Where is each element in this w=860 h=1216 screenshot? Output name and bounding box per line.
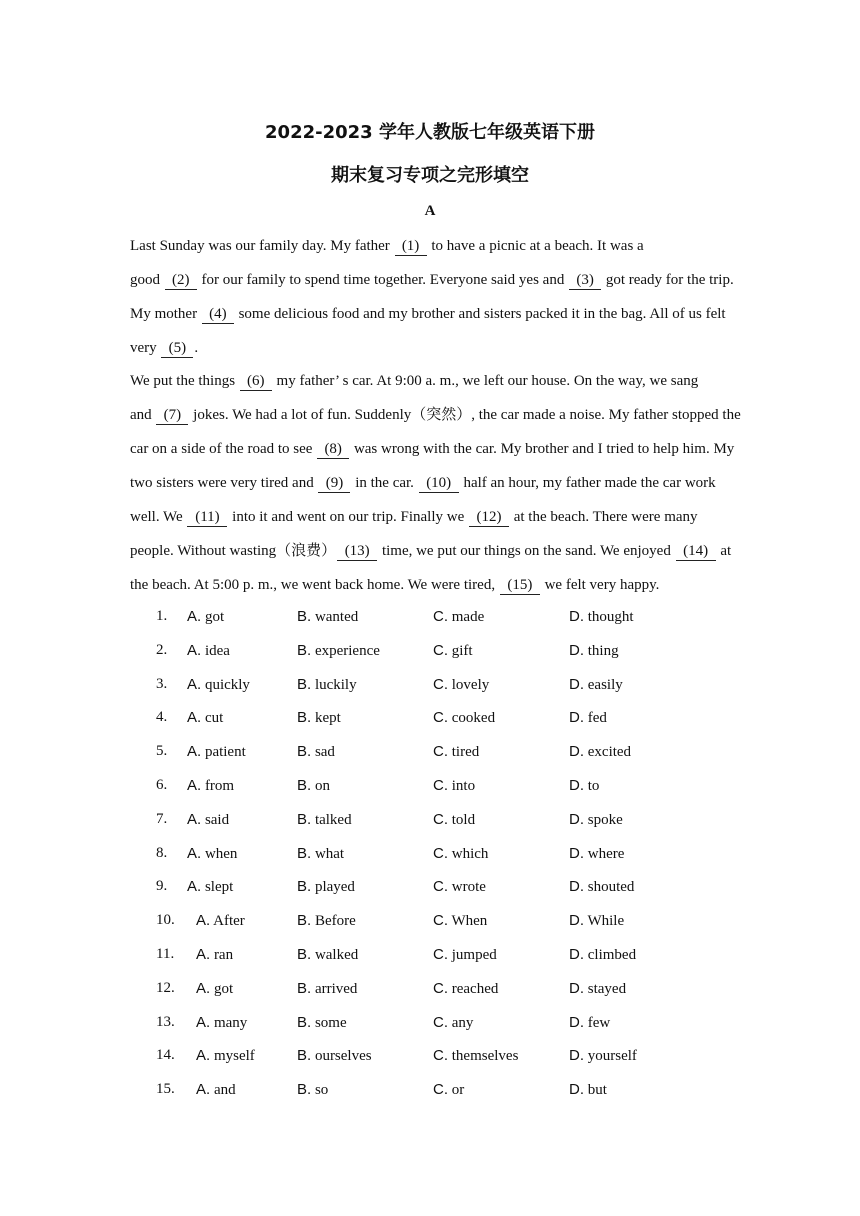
option-letter: C. bbox=[433, 946, 448, 963]
option-text: myself bbox=[210, 1048, 255, 1065]
question-row bbox=[0, 980, 860, 1002]
option-letter: A. bbox=[196, 946, 211, 963]
option-text: cooked bbox=[448, 710, 496, 727]
option-letter: A. bbox=[196, 1081, 211, 1099]
question-number: 11. bbox=[156, 946, 175, 962]
option-text: few bbox=[584, 1014, 611, 1031]
option-d bbox=[569, 1047, 637, 1065]
option-letter: A. bbox=[187, 810, 202, 828]
option-c bbox=[433, 1047, 518, 1065]
option-letter: B. bbox=[297, 608, 312, 625]
passage-text: some delicious food and my brother and sisters packed it in the bag. All of us felt bbox=[234, 306, 726, 322]
option-letter: B. bbox=[297, 912, 312, 930]
option-letter: C. bbox=[433, 1081, 448, 1099]
option-text: thought bbox=[584, 609, 634, 625]
option-b bbox=[297, 642, 380, 660]
option-a bbox=[196, 946, 233, 964]
option-letter: B. bbox=[297, 979, 312, 997]
option-c bbox=[433, 777, 475, 795]
answer-blank: (10) bbox=[419, 475, 459, 493]
option-b bbox=[297, 1081, 328, 1099]
passage-line bbox=[130, 338, 198, 358]
option-text: made bbox=[448, 609, 485, 625]
passage-text: My mother bbox=[130, 306, 201, 322]
answer-blank: (15) bbox=[500, 577, 540, 595]
option-letter: C. bbox=[433, 608, 448, 625]
option-letter: D. bbox=[569, 946, 584, 963]
answer-blank: (3) bbox=[569, 272, 601, 290]
passage-line bbox=[130, 439, 734, 459]
option-text: said bbox=[201, 811, 230, 828]
answer-blank: (1) bbox=[395, 238, 427, 256]
passage-text: car on a side of the road to see bbox=[130, 441, 317, 457]
option-c bbox=[433, 642, 473, 660]
passage-text: good bbox=[130, 272, 164, 288]
passage-line bbox=[130, 304, 726, 324]
option-a bbox=[187, 608, 224, 626]
option-letter: D. bbox=[569, 608, 584, 625]
option-b bbox=[297, 709, 341, 727]
question-number: 9. bbox=[156, 878, 168, 895]
option-text: told bbox=[448, 811, 476, 828]
question-number: 3. bbox=[156, 675, 168, 692]
option-text: luckily bbox=[311, 676, 357, 693]
passage-text: we felt very happy. bbox=[540, 577, 660, 593]
option-b bbox=[297, 1047, 372, 1065]
passage-text: to have a picnic at a beach. It was a bbox=[427, 238, 644, 254]
option-letter: B. bbox=[297, 1081, 312, 1099]
option-text: idea bbox=[201, 642, 230, 659]
option-c bbox=[433, 1081, 464, 1099]
passage-text: into it and went on our trip. Finally we bbox=[228, 509, 468, 525]
passage-text: people. Without wasting（浪费） bbox=[130, 543, 337, 559]
passage-text: . bbox=[194, 340, 199, 356]
option-letter: B. bbox=[297, 1047, 312, 1065]
option-letter: C. bbox=[433, 675, 448, 693]
passage-line bbox=[130, 507, 698, 527]
option-text: yourself bbox=[584, 1048, 637, 1065]
option-text: where bbox=[584, 845, 625, 862]
passage-text: at the beach. There were many bbox=[509, 509, 698, 525]
option-letter: D. bbox=[569, 979, 584, 997]
question-number: 7. bbox=[156, 810, 168, 827]
question-row bbox=[0, 676, 860, 698]
option-letter: C. bbox=[433, 709, 448, 727]
option-c bbox=[433, 878, 486, 896]
passage-text: well. We bbox=[130, 509, 187, 525]
passage-text: two sisters were very tired and bbox=[130, 475, 318, 491]
option-text: gift bbox=[448, 642, 473, 659]
option-d bbox=[569, 676, 623, 694]
option-d bbox=[569, 642, 619, 660]
question-row bbox=[0, 845, 860, 867]
option-d bbox=[569, 1014, 610, 1032]
option-letter: D. bbox=[569, 743, 584, 761]
answer-blank: (11) bbox=[187, 509, 227, 527]
option-letter: B. bbox=[297, 810, 312, 828]
option-b bbox=[297, 811, 352, 829]
option-letter: B. bbox=[297, 878, 312, 896]
passage-text: my father’ s car. At 9:00 a. m., we left our house. On the way, we sang bbox=[272, 373, 699, 389]
option-d bbox=[569, 1081, 607, 1099]
option-text: thing bbox=[584, 642, 619, 659]
option-text: walked bbox=[311, 947, 359, 963]
option-b bbox=[297, 676, 357, 694]
section-label: A bbox=[424, 203, 436, 219]
option-letter: B. bbox=[297, 709, 312, 727]
option-c bbox=[433, 608, 484, 626]
option-letter: C. bbox=[433, 878, 448, 896]
option-a bbox=[196, 1014, 247, 1032]
option-letter: C. bbox=[433, 979, 448, 997]
question-row bbox=[0, 811, 860, 833]
option-text: and bbox=[210, 1082, 236, 1099]
option-letter: A. bbox=[187, 608, 202, 625]
option-text: many bbox=[210, 1014, 248, 1031]
option-letter: B. bbox=[297, 641, 312, 659]
option-text: stayed bbox=[584, 980, 627, 997]
option-text: After bbox=[210, 913, 245, 930]
question-row bbox=[0, 642, 860, 664]
option-letter: A. bbox=[187, 641, 202, 659]
option-letter: A. bbox=[196, 1047, 211, 1065]
option-letter: A. bbox=[187, 844, 202, 862]
option-text: on bbox=[311, 778, 330, 794]
answer-blank: (5) bbox=[161, 340, 193, 358]
option-b bbox=[297, 878, 355, 896]
option-a bbox=[187, 709, 223, 727]
option-b bbox=[297, 743, 335, 761]
option-letter: D. bbox=[569, 675, 584, 693]
option-text: easily bbox=[584, 676, 623, 693]
question-number: 2. bbox=[156, 641, 168, 658]
option-letter: C. bbox=[433, 743, 448, 761]
option-text: to bbox=[584, 778, 600, 794]
option-a bbox=[187, 845, 237, 863]
option-text: but bbox=[584, 1082, 607, 1099]
option-letter: B. bbox=[297, 777, 312, 794]
answer-blank: (9) bbox=[318, 475, 350, 493]
option-text: or bbox=[448, 1082, 465, 1099]
option-text: experience bbox=[311, 642, 380, 659]
option-text: spoke bbox=[584, 811, 623, 828]
passage-text: and bbox=[130, 407, 156, 423]
option-text: tired bbox=[448, 744, 480, 761]
option-text: ourselves bbox=[311, 1048, 372, 1065]
option-text: When bbox=[448, 913, 488, 930]
passage-line bbox=[130, 473, 716, 493]
question-row bbox=[0, 946, 860, 968]
option-b bbox=[297, 608, 358, 626]
option-letter: C. bbox=[433, 777, 448, 794]
option-text: so bbox=[311, 1082, 329, 1099]
option-text: got bbox=[201, 609, 225, 625]
passage-text: Last Sunday was our family day. My father bbox=[130, 238, 394, 254]
option-text: shouted bbox=[584, 879, 635, 896]
option-text: cut bbox=[201, 710, 224, 727]
option-letter: D. bbox=[569, 912, 584, 930]
option-letter: A. bbox=[196, 979, 211, 997]
option-text: from bbox=[201, 778, 235, 794]
option-d bbox=[569, 743, 631, 761]
option-a bbox=[187, 878, 233, 896]
option-letter: D. bbox=[569, 878, 584, 896]
passage-text: the beach. At 5:00 p. m., we went back home. We were tired, bbox=[130, 577, 499, 593]
option-text: into bbox=[448, 778, 476, 794]
option-text: arrived bbox=[311, 980, 358, 997]
passage-text: for our family to spend time together. Everyone said yes and bbox=[197, 272, 569, 288]
option-d bbox=[569, 777, 599, 795]
option-c bbox=[433, 980, 498, 998]
passage-text: jokes. We had a lot of fun. Suddenly（突然）, the car made a noise. My father stopped the bbox=[189, 407, 741, 423]
option-text: While bbox=[584, 913, 625, 930]
passage-text: was wrong with the car. My brother and I tried to help him. My bbox=[350, 441, 735, 457]
option-letter: D. bbox=[569, 1013, 584, 1031]
option-text: themselves bbox=[448, 1048, 519, 1065]
option-text: kept bbox=[311, 710, 341, 727]
option-letter: C. bbox=[433, 912, 448, 930]
answer-blank: (6) bbox=[240, 373, 272, 391]
option-letter: D. bbox=[569, 810, 584, 828]
question-row bbox=[0, 1047, 860, 1069]
option-letter: B. bbox=[297, 743, 312, 761]
option-c bbox=[433, 946, 497, 964]
option-text: got bbox=[210, 980, 234, 997]
passage-line bbox=[130, 236, 644, 256]
option-letter: A. bbox=[187, 743, 202, 761]
question-number: 13. bbox=[156, 1013, 175, 1030]
passage-line bbox=[130, 575, 659, 595]
answer-blank: (4) bbox=[202, 306, 234, 324]
question-row bbox=[0, 1081, 860, 1103]
document-title: 2022-2023 学年人教版七年级英语下册 bbox=[265, 122, 595, 143]
option-text: wrote bbox=[448, 879, 486, 896]
option-text: slept bbox=[201, 879, 234, 896]
option-a bbox=[187, 811, 229, 829]
option-letter: A. bbox=[187, 878, 202, 896]
option-text: excited bbox=[584, 744, 632, 761]
option-letter: A. bbox=[187, 777, 202, 794]
option-letter: D. bbox=[569, 709, 584, 727]
document-subtitle: 期末复习专项之完形填空 bbox=[331, 165, 529, 186]
option-d bbox=[569, 946, 636, 964]
option-letter: A. bbox=[187, 709, 202, 727]
option-text: what bbox=[311, 845, 345, 862]
option-b bbox=[297, 980, 357, 998]
option-text: when bbox=[201, 845, 238, 862]
option-d bbox=[569, 811, 623, 829]
question-number: 14. bbox=[156, 1047, 175, 1064]
option-letter: D. bbox=[569, 1081, 584, 1099]
option-letter: B. bbox=[297, 946, 312, 963]
option-letter: B. bbox=[297, 675, 312, 693]
option-a bbox=[187, 642, 230, 660]
option-letter: C. bbox=[433, 810, 448, 828]
option-c bbox=[433, 676, 489, 694]
option-text: lovely bbox=[448, 676, 490, 693]
passage-text: time, we put our things on the sand. We enjoyed bbox=[378, 543, 675, 559]
question-row bbox=[0, 1014, 860, 1036]
option-letter: D. bbox=[569, 641, 584, 659]
question-row bbox=[0, 777, 860, 799]
question-number: 4. bbox=[156, 709, 168, 726]
option-c bbox=[433, 709, 495, 727]
question-row bbox=[0, 878, 860, 900]
passage-line bbox=[130, 270, 734, 290]
option-text: talked bbox=[311, 811, 352, 828]
option-d bbox=[569, 709, 607, 727]
option-a bbox=[196, 1047, 255, 1065]
option-text: patient bbox=[201, 744, 246, 761]
answer-blank: (8) bbox=[317, 441, 349, 459]
passage-text: in the car. bbox=[351, 475, 418, 491]
option-letter: C. bbox=[433, 641, 448, 659]
option-letter: D. bbox=[569, 1047, 584, 1065]
answer-blank: (14) bbox=[676, 543, 716, 561]
option-letter: C. bbox=[433, 844, 448, 862]
option-d bbox=[569, 980, 626, 998]
answer-blank: (2) bbox=[165, 272, 197, 290]
option-text: wanted bbox=[311, 609, 359, 625]
option-text: jumped bbox=[448, 947, 497, 963]
option-letter: D. bbox=[569, 844, 584, 862]
answer-blank: (13) bbox=[337, 543, 377, 561]
option-text: some bbox=[311, 1014, 347, 1031]
question-number: 12. bbox=[156, 979, 175, 996]
option-a bbox=[187, 777, 234, 795]
option-d bbox=[569, 608, 634, 626]
option-a bbox=[187, 743, 246, 761]
option-c bbox=[433, 811, 475, 829]
option-a bbox=[196, 1081, 236, 1099]
question-number: 10. bbox=[156, 912, 175, 929]
option-text: played bbox=[311, 879, 355, 896]
option-c bbox=[433, 912, 487, 930]
option-a bbox=[196, 912, 245, 930]
option-letter: B. bbox=[297, 1013, 312, 1031]
option-text: Before bbox=[311, 913, 356, 930]
passage-text: half an hour, my father made the car work bbox=[459, 475, 716, 491]
passage-line bbox=[130, 371, 698, 391]
option-text: fed bbox=[584, 710, 607, 727]
question-row bbox=[0, 608, 860, 630]
option-d bbox=[569, 845, 624, 863]
option-b bbox=[297, 777, 330, 795]
question-number: 8. bbox=[156, 844, 168, 861]
question-number: 5. bbox=[156, 743, 168, 760]
passage-text: got ready for the trip. bbox=[602, 272, 734, 288]
passage-line bbox=[130, 541, 731, 561]
passage-text: very bbox=[130, 340, 161, 356]
option-text: quickly bbox=[201, 676, 250, 693]
option-letter: C. bbox=[433, 1047, 448, 1065]
option-letter: A. bbox=[196, 912, 211, 930]
question-number: 1. bbox=[156, 608, 168, 624]
question-row bbox=[0, 743, 860, 765]
option-b bbox=[297, 946, 358, 964]
answer-blank: (12) bbox=[469, 509, 509, 527]
question-number: 15. bbox=[156, 1081, 175, 1098]
option-b bbox=[297, 912, 356, 930]
passage-line bbox=[130, 405, 741, 425]
option-letter: A. bbox=[187, 675, 202, 693]
question-row bbox=[0, 709, 860, 731]
option-c bbox=[433, 743, 479, 761]
option-b bbox=[297, 845, 344, 863]
option-text: which bbox=[448, 845, 489, 862]
option-text: any bbox=[448, 1014, 474, 1031]
option-letter: A. bbox=[196, 1013, 211, 1031]
option-a bbox=[187, 676, 250, 694]
option-a bbox=[196, 980, 233, 998]
question-row bbox=[0, 912, 860, 934]
option-letter: B. bbox=[297, 844, 312, 862]
option-c bbox=[433, 1014, 473, 1032]
option-b bbox=[297, 1014, 347, 1032]
option-d bbox=[569, 912, 624, 930]
passage-text: at bbox=[716, 543, 732, 559]
option-text: sad bbox=[311, 744, 335, 761]
option-letter: C. bbox=[433, 1013, 448, 1031]
option-letter: D. bbox=[569, 777, 584, 794]
answer-blank: (7) bbox=[156, 407, 188, 425]
passage-text: We put the things bbox=[130, 373, 239, 389]
option-text: climbed bbox=[584, 947, 637, 963]
option-text: reached bbox=[448, 980, 499, 997]
option-c bbox=[433, 845, 488, 863]
question-number: 6. bbox=[156, 777, 168, 793]
option-text: ran bbox=[210, 947, 234, 963]
option-d bbox=[569, 878, 634, 896]
